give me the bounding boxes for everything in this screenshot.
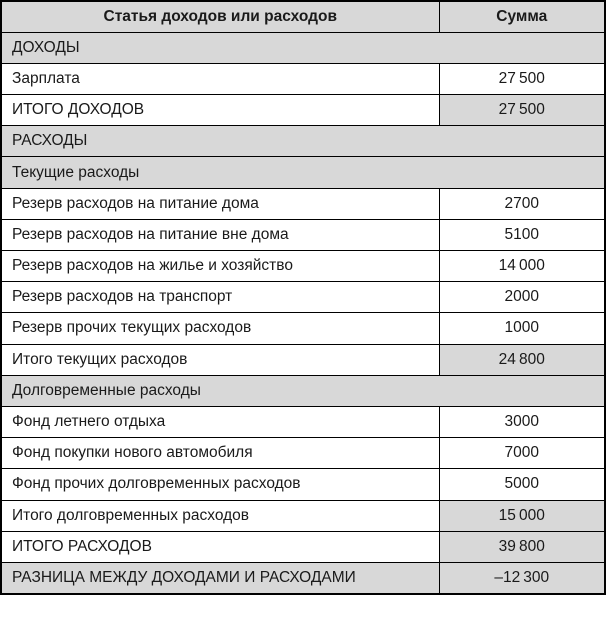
row-value-cell: 5000 — [439, 469, 605, 500]
table-row-total — [1, 531, 605, 562]
row-label-cell: Фонд покупки нового автомобиля — [1, 438, 439, 469]
row-value-cell: 2000 — [439, 282, 605, 313]
table-row-item — [1, 406, 605, 437]
row-value-cell: 3000 — [439, 406, 605, 437]
section-header-cell: Долговременные расходы — [1, 375, 605, 406]
row-value-cell: 7000 — [439, 438, 605, 469]
table-body — [1, 32, 605, 593]
table-row-total — [1, 344, 605, 375]
row-label-cell: Резерв расходов на жилье и хозяйство — [1, 251, 439, 282]
row-value-cell: 14 000 — [439, 251, 605, 282]
table-row-item — [1, 438, 605, 469]
row-label-cell: Фонд летнего отдыха — [1, 406, 439, 437]
row-value-cell: 5100 — [439, 219, 605, 250]
column-header-sum: Сумма — [439, 1, 605, 32]
table-row-item — [1, 188, 605, 219]
row-label-cell: ИТОГО РАСХОДОВ — [1, 531, 439, 562]
row-label-cell: Итого текущих расходов — [1, 344, 439, 375]
table-row-total — [1, 500, 605, 531]
row-label-cell: Резерв расходов на транспорт — [1, 282, 439, 313]
row-label-cell: Резерв прочих текущих расходов — [1, 313, 439, 344]
row-value-cell: –12 300 — [439, 562, 605, 593]
row-label-cell: РАЗНИЦА МЕЖДУ ДОХОДАМИ И РАСХОДАМИ — [1, 562, 439, 593]
table-row-grand — [1, 562, 605, 593]
row-label-cell: Итого долговременных расходов — [1, 500, 439, 531]
row-label-cell: ИТОГО ДОХОДОВ — [1, 95, 439, 126]
row-label-cell: Резерв расходов на питание дома — [1, 188, 439, 219]
section-header-cell: РАСХОДЫ — [1, 126, 605, 157]
row-value-cell: 2700 — [439, 188, 605, 219]
table-row-section — [1, 157, 605, 188]
table-row-item — [1, 251, 605, 282]
table-row-section — [1, 375, 605, 406]
table-row-section — [1, 126, 605, 157]
row-value-cell: 27 500 — [439, 63, 605, 94]
table-row-item — [1, 282, 605, 313]
row-value-cell: 1000 — [439, 313, 605, 344]
row-value-cell: 15 000 — [439, 500, 605, 531]
row-label-cell: Фонд прочих долговременных расходов — [1, 469, 439, 500]
table-row-item — [1, 219, 605, 250]
row-value-cell: 24 800 — [439, 344, 605, 375]
table-row-item — [1, 469, 605, 500]
table-row-item — [1, 313, 605, 344]
row-value-cell: 39 800 — [439, 531, 605, 562]
row-label-cell: Резерв расходов на питание вне дома — [1, 219, 439, 250]
row-value-cell: 27 500 — [439, 95, 605, 126]
row-label-cell: Зарплата — [1, 63, 439, 94]
section-header-cell: ДОХОДЫ — [1, 32, 605, 63]
column-header-item: Статья доходов или расходов — [1, 1, 439, 32]
table-row-item — [1, 63, 605, 94]
section-header-cell: Текущие расходы — [1, 157, 605, 188]
table-header-row — [1, 1, 605, 32]
table-row-section — [1, 32, 605, 63]
table-row-total — [1, 95, 605, 126]
